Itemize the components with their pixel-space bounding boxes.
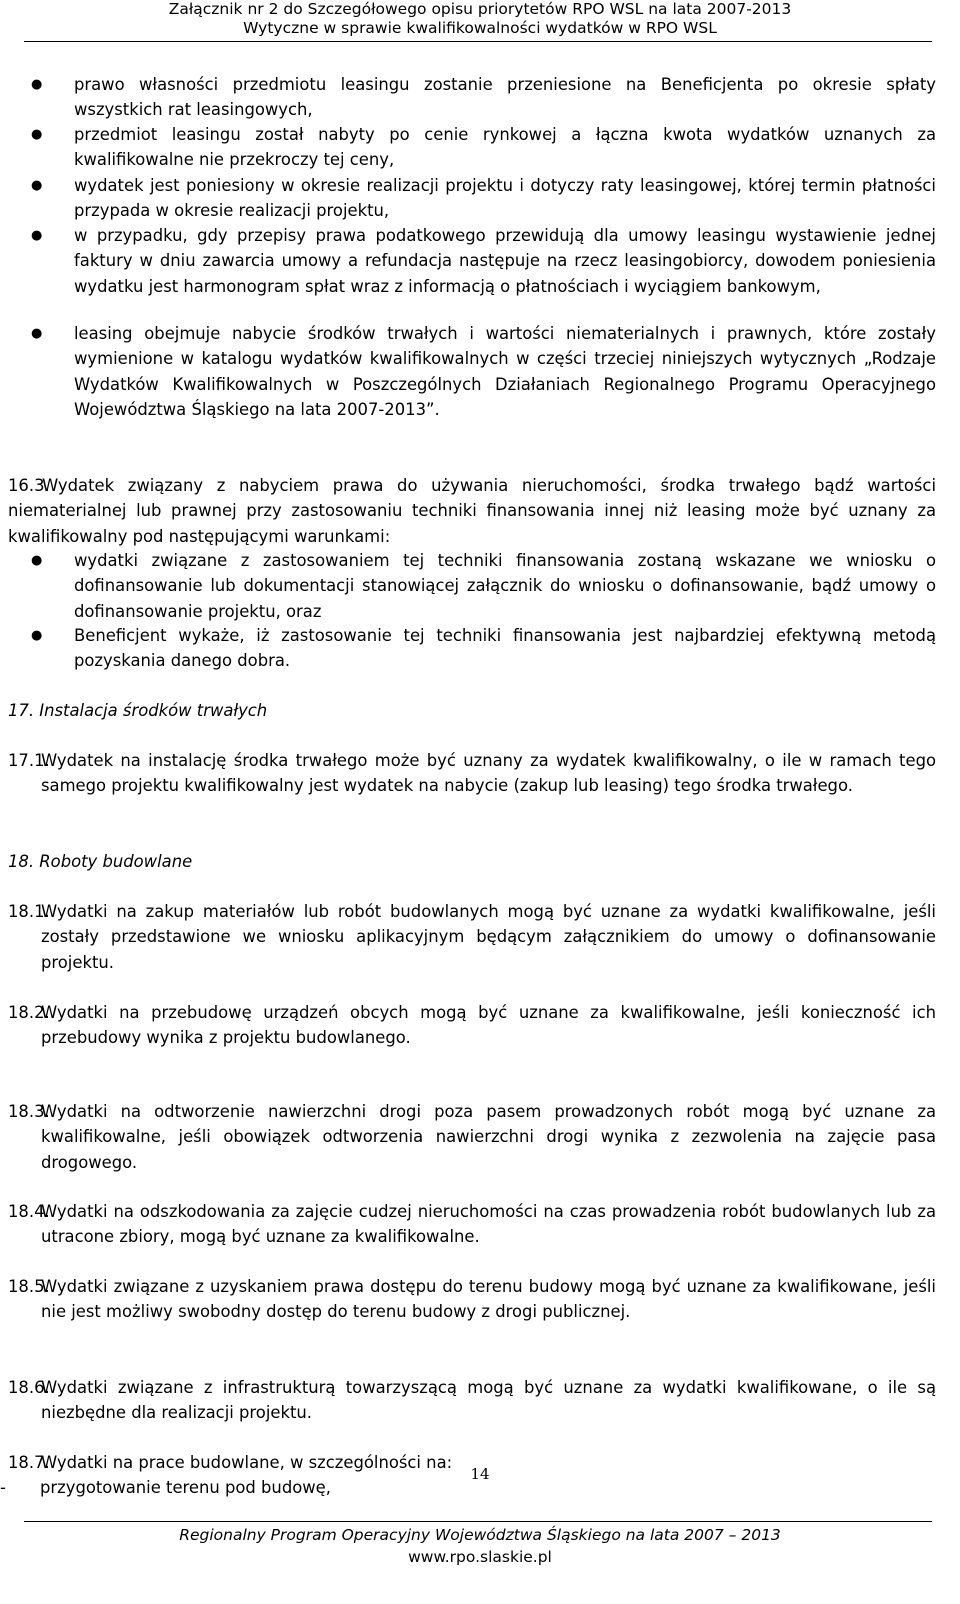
page-footer bbox=[0, 1524, 960, 1568]
section-16-3 bbox=[8, 473, 936, 549]
section-number: 18.3. bbox=[8, 1102, 50, 1121]
section-number: 18.4. bbox=[8, 1202, 50, 1221]
heading-17: 17. Instalacja środków trwałych bbox=[8, 701, 268, 720]
section-text: Wydatki na prace budowlane, w szczególności na: bbox=[41, 1453, 453, 1472]
footer-rule bbox=[24, 1521, 932, 1522]
section-text: Wydatek związany z nabyciem prawa do używania nieruchomości, środka trwałego bądź wartości niematerialnej lub prawnej przy zastosowaniu techniki finansowania innej niż leasing może być uznany za kwalifikowalny pod następującymi warunkami: bbox=[8, 476, 936, 546]
list-item: ● Beneficjent wykaże, iż zastosowanie tej techniki finansowania jest najbardziej efektywną metodą pozyskania danego dobra. bbox=[74, 623, 936, 674]
list-item: ● wydatki związane z zastosowaniem tej techniki finansowania zostaną wskazane we wniosku o dofinansowanie lub dokumentacji stanowiącej załącznik do wniosku o dofinansowanie, bądź umowy o dofinansowanie projektu, oraz bbox=[74, 548, 936, 624]
header-rule bbox=[24, 41, 932, 42]
bullet-icon: ● bbox=[31, 326, 43, 341]
list-item: ● w przypadku, gdy przepisy prawa podatkowego przewidują dla umowy leasingu wystawienie jednej faktury w dniu zawarcia umowy a refundacja następuje na rzecz leasingobiorcy, dowodem poniesienia wydatku jest harmonogram spłat wraz z informacją o płatnościach i wyciągiem bankowym, bbox=[74, 223, 936, 299]
bullet-icon: ● bbox=[31, 628, 43, 643]
footer-line-2: www.rpo.slaskie.pl bbox=[408, 1548, 552, 1566]
header-line-2: Wytyczne w sprawie kwalifikowalności wydatków w RPO WSL bbox=[243, 19, 717, 37]
section-text: Wydatki na zakup materiałów lub robót budowlanych mogą być uznane za wydatki kwalifikowalne, jeśli zostały przedstawione we wniosku aplikacyjnym będącym załącznikiem do umowy o dofinansowanie projektu. bbox=[41, 902, 936, 972]
section-18-4 bbox=[8, 1199, 936, 1250]
footer-line-1: Regionalny Program Operacyjny Województwa Śląskiego na lata 2007 – 2013 bbox=[179, 1526, 781, 1544]
section-text: Wydatki związane z uzyskaniem prawa dostępu do terenu budowy mogą być uznane za kwalifikowane, jeśli nie jest możliwy swobodny dostęp do terenu budowy z drogi publicznej. bbox=[41, 1277, 936, 1322]
section-number: 18.2. bbox=[8, 1003, 50, 1022]
header-line-1: Załącznik nr 2 do Szczegółowego opisu priorytetów RPO WSL na lata 2007-2013 bbox=[168, 0, 792, 18]
section-18-6 bbox=[8, 1375, 936, 1426]
list-item: ● prawo własności przedmiotu leasingu zostanie przeniesione na Beneficjenta po okresie spłaty wszystkich rat leasingowych, bbox=[74, 72, 936, 123]
section-text: Wydatki związane z infrastrukturą towarzyszącą mogą być uznane za wydatki kwalifikowane, o ile są niezbędne dla realizacji projektu. bbox=[41, 1378, 936, 1423]
section-number: 18.1. bbox=[8, 902, 50, 921]
bullet-icon: ● bbox=[31, 553, 43, 568]
bullet-icon: ● bbox=[31, 228, 43, 243]
page-number: 14 bbox=[470, 1465, 490, 1483]
list-item: ● przedmiot leasingu został nabyty po cenie rynkowej a łączna kwota wydatków uznanych za kwalifikowalne nie przekroczy tej ceny, bbox=[74, 122, 936, 173]
section-number: 17.1. bbox=[8, 751, 50, 770]
section-17-1 bbox=[8, 748, 936, 799]
bullet-icon: ● bbox=[31, 77, 43, 92]
bullet-icon: ● bbox=[31, 127, 43, 142]
section-text: Wydatki na przebudowę urządzeń obcych mogą być uznane za kwalifikowalne, jeśli konieczność ich przebudowy wynika z projektu budowlanego. bbox=[41, 1003, 936, 1048]
section-18-5 bbox=[8, 1274, 936, 1325]
bullet-icon: ● bbox=[31, 178, 43, 193]
section-18-1 bbox=[8, 899, 936, 975]
dash-item-text: przygotowanie terenu pod budowę, bbox=[40, 1478, 331, 1497]
section-18-2 bbox=[8, 1000, 936, 1051]
section-18-3 bbox=[8, 1099, 936, 1175]
page-header bbox=[0, 0, 960, 38]
list-item: ● wydatek jest poniesiony w okresie realizacji projektu i dotyczy raty leasingowej, której termin płatności przypada w okresie realizacji projektu, bbox=[74, 173, 936, 224]
section-text: Wydatek na instalację środka trwałego może być uznany za wydatek kwalifikowalny, o ile w ramach tego samego projektu kwalifikowalny jest wydatek na nabycie (zakup lub leasing) tego środka trwałego. bbox=[41, 751, 936, 796]
section-text: Wydatki na odtworzenie nawierzchni drogi poza pasem prowadzonych robót mogą być uznane za kwalifikowalne, jeśli obowiązek odtworzenia nawierzchni drogi wynika z zezwolenia na zajęcie pasa drogowego. bbox=[41, 1102, 936, 1172]
section-number: 18.5. bbox=[8, 1277, 50, 1296]
list-item: ● leasing obejmuje nabycie środków trwałych i wartości niematerialnych i prawnych, które zostały wymienione w katalogu wydatków kwalifikowalnych w części trzeciej niniejszych wytycznych „Rodzaje Wydatków Kwalifikowalnych w Poszczególnych Działaniach Regionalnego Programu Operacyjnego Województwa Śląskiego na lata 2007-2013”. bbox=[74, 321, 936, 422]
dash-marker: - bbox=[0, 1478, 6, 1497]
section-number: 18.6. bbox=[8, 1378, 50, 1397]
section-number: 18.7. bbox=[8, 1453, 50, 1472]
section-number: 16.3. bbox=[8, 476, 50, 495]
section-text: Wydatki na odszkodowania za zajęcie cudzej nieruchomości na czas prowadzenia robót budowlanych lub za utracone zbiory, mogą być uznane za kwalifikowalne. bbox=[41, 1202, 936, 1247]
heading-18: 18. Roboty budowlane bbox=[8, 852, 193, 871]
